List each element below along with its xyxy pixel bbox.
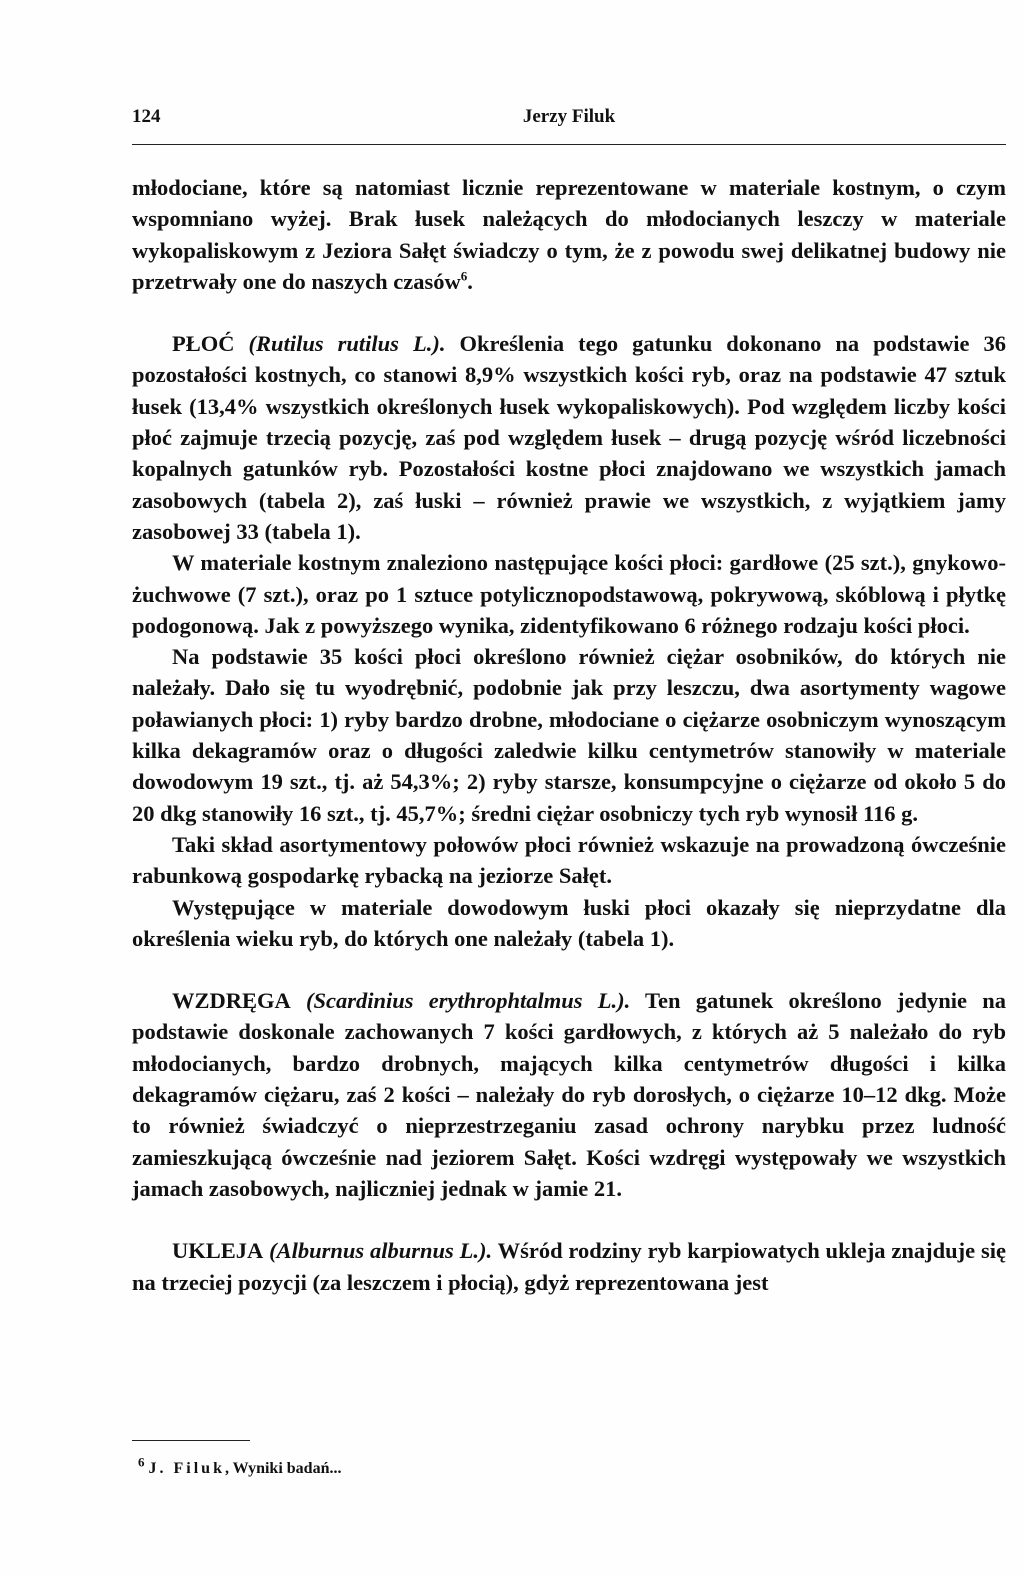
paragraph-ploc-text: Określenia tego gatunku dokonano na podstawie 36 pozostałości kostnych, co stanowi 8,9% wszystkich kości ryb, oraz na podstawie 47 sztuk łusek (13,4% wszystkich określonych łusek wykopaliskowych). Pod względem liczby kości płoć zajmuje trzecią pozycję, zaś pod względem łusek – drugą pozycję wśród liczebności kopalnych gatunków ryb. Pozostałości kostne płoci znajdowano we wszystkich jamach zasobowych (tabela 2), zaś łuski – również prawie we wszystkich, z wyjątkiem jamy zasobowej 33 (tabela 1). [132, 331, 1006, 544]
species-heading-ukleja: UKLEJA [172, 1238, 264, 1264]
footnote-marker: 6 [138, 1454, 145, 1470]
paragraph-1 [132, 172, 1006, 297]
paragraph-ukleja [132, 1235, 1006, 1298]
footnote-reference: 6 [460, 268, 468, 284]
paragraph-5: Taki skład asortymentowy połowów płoci również wskazuje na prowadzoną ówcześnie rabunkową gospodarkę rybacką na jeziorze Sałęt. [132, 831, 1006, 889]
paragraph-ploc [132, 328, 1006, 547]
paragraph-1-text: młodociane, które są natomiast licznie reprezentowane w materiale kostnym, o czym wspomniano wyżej. Brak łusek należących do młodocianych leszczy w materiale wykopaliskowym z Jeziora Sałęt świadczy o tym, że z powodu swej delikatnej budowy nie przetrwały one do naszych czasów [132, 175, 1006, 294]
latin-name-ploc: (Rutilus rutilus L.). [234, 331, 446, 357]
page-number: 124 [132, 106, 161, 127]
footnote-title: , Wyniki badań... [224, 1460, 342, 1477]
paragraph-4: Na podstawie 35 kości płoci określono również ciężar osobników, do których nie należały. Dało się tu wyodrębnić, podobnie jak przy leszczu, dwa asortymenty wagowe poławianych płoci: 1) ryby bardzo drobne, młodociane o ciężarze osobniczym wynoszącym kilka dekagramów oraz o długości zaledwie kilku centymetrów stanowiły w materiale dowodowym 19 szt., tj. aż 54,3%; 2) ryby starsze, konsumpcyjne o ciężarze od około 5 do 20 dkg stanowiły 16 szt., tj. 45,7%; średni ciężar osobniczy tych ryb wynosił 116 g. [132, 644, 1006, 826]
footnote-divider [132, 1440, 250, 1441]
footnote [138, 1454, 342, 1478]
paragraph-wzdrega-text: Ten gatunek określono jedynie na podstawie doskonale zachowanych 7 kości gardłowych, z których aż 5 należało do ryb młodocianych, bardzo drobnych, mających kilka centymetrów długości i kilka dekagramów ciężaru, zaś 2 kości – należały do ryb dorosłych, o ciężarze 10–12 dkg. Może to również świadczyć o nieprzestrzeganiu zasad ochrony narybku przez ludność zamieszkującą ówcześnie nad jeziorem Sałęt. Kości wzdręgi występowały we wszystkich jamach zasobowych, najliczniej jednak w jamie 21. [132, 988, 1006, 1201]
paragraph-1-end: . [467, 268, 473, 294]
footnote-author: J. Filuk [148, 1460, 225, 1477]
body-text [132, 172, 1006, 1298]
species-heading-wzdrega: WZDRĘGA [172, 988, 291, 1014]
paragraph-6: Występujące w materiale dowodowym łuski płoci okazały się nieprzydatne dla określenia wieku ryb, do których one należały (tabela 1). [132, 894, 1006, 951]
page-header [132, 104, 1006, 145]
paragraph-3: W materiale kostnym znaleziono następujące kości płoci: gardłowe (25 szt.), gnykowo-żuchwowe (7 szt.), oraz po 1 sztuce potylicznopodstawową, pokrywową, skóblową i płytkę podogonową. Jak z powyższego wynika, zidentyfikowano 6 różnego rodzaju kości płoci. [132, 550, 1006, 638]
latin-name-wzdrega: (Scardinius erythrophtalmus L.). [290, 988, 631, 1014]
running-head: Jerzy Filuk [522, 106, 616, 127]
species-heading-ploc: PŁOĆ [172, 331, 235, 357]
paragraph-ukleja-text: Wśród rodziny ryb karpiowatych ukleja znajduje się na trzeciej pozycji (za leszczem i płocią), gdyż reprezentowana jest [132, 1238, 1006, 1295]
latin-name-ukleja: (Alburnus alburnus L.). [263, 1238, 493, 1264]
paragraph-wzdrega [132, 985, 1006, 1204]
